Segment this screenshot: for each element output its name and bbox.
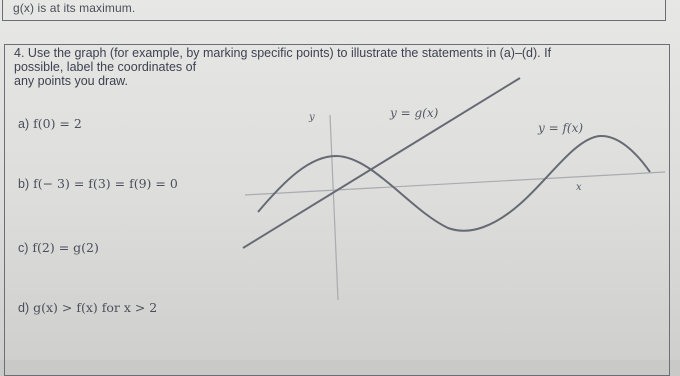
part-a-label: a): [18, 117, 30, 131]
previous-question-text: g(x) is at its maximum.: [13, 1, 136, 15]
x-axis: [245, 172, 665, 195]
g-curve-label: y = g(x): [390, 106, 439, 120]
x-axis-label: x: [576, 182, 582, 193]
question-number: 4.: [14, 46, 25, 60]
part-c-text: f(2) = g(2): [32, 240, 99, 255]
part-b-text: f(− 3) = f(3) = f(9) = 0: [33, 176, 178, 191]
part-d-text: g(x) > f(x) for x > 2: [33, 300, 158, 315]
y-axis-label: y: [309, 112, 315, 123]
part-d-label: d): [18, 301, 30, 315]
part-c-label: c): [18, 241, 29, 255]
question-line-3: any points you draw.: [14, 74, 128, 88]
y-axis: [330, 115, 338, 300]
f-curve-label: y = f(x): [538, 121, 584, 135]
g-line: [243, 78, 520, 248]
part-b-label: b): [18, 177, 30, 191]
question-line-1: Use the graph (for example, by marking specific points) to illustrate the statements in (a)–(d). If: [27, 46, 552, 60]
question-line-2: possible, label the coordinates of: [14, 60, 197, 74]
part-a-text: f(0) = 2: [33, 116, 82, 131]
